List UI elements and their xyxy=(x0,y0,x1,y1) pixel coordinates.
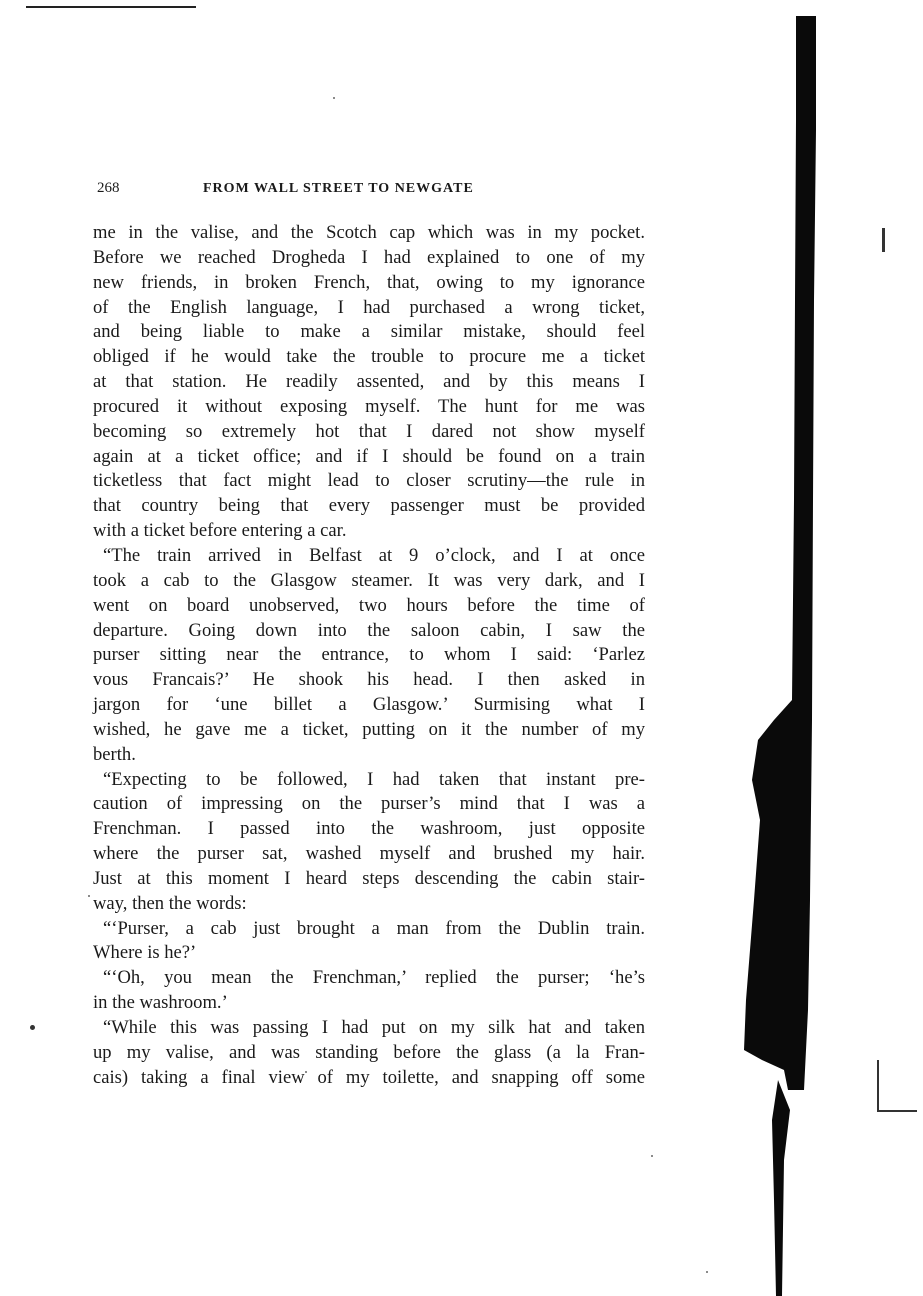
text-line: Before we reached Drogheda I had explained to one of my xyxy=(93,246,645,268)
text-line: new friends, in broken French, that, owing to my ignorance xyxy=(93,271,645,293)
speck xyxy=(651,1155,653,1157)
running-title: FROM WALL STREET TO NEWGATE xyxy=(203,181,474,196)
book-spine-shadow xyxy=(744,0,923,1296)
text-line: again at a ticket office; and if I should be found on a train xyxy=(93,445,645,467)
text-line: me in the valise, and the Scotch cap which was in my pocket. xyxy=(93,222,645,243)
text-line: took a cab to the Glasgow steamer. It was very dark, and I xyxy=(93,569,645,591)
scan-bracket-top xyxy=(882,228,885,252)
text-line: with a ticket before entering a car. xyxy=(93,520,347,542)
text-line: that country being that every passenger must be provided xyxy=(93,495,645,517)
text-line: way, then the words: xyxy=(93,892,247,914)
scan-bracket-bottom xyxy=(877,1110,917,1112)
text-line: ticketless that fact might lead to closer scrutiny—the rule in xyxy=(93,470,645,492)
text-line: caution of impressing on the purser’s mind that I was a xyxy=(93,793,645,815)
text-line: “While this was passing I had put on my silk hat and taken xyxy=(103,1017,645,1038)
scan-edge-rule xyxy=(26,6,196,8)
text-line: Where is he?’ xyxy=(93,942,197,964)
text-line: purser sitting near the entrance, to whom I said: ‘Parlez xyxy=(93,644,645,666)
text-line: “‘Oh, you mean the Frenchman,’ replied the purser; ‘he’s xyxy=(103,967,645,989)
text-line: jargon for ‘une billet a Glasgow.’ Surmising what I xyxy=(93,694,645,716)
text-line: Just at this moment I heard steps descending the cabin stair- xyxy=(93,867,645,889)
text-line: “Expecting to be followed, I had taken that instant pre- xyxy=(103,768,645,790)
text-line: and being liable to make a similar mistake, should feel xyxy=(93,321,645,343)
text-line: departure. Going down into the saloon cabin, I saw the xyxy=(93,619,645,641)
running-header xyxy=(97,180,547,200)
text-line: Frenchman. I passed into the washroom, just opposite xyxy=(93,818,645,840)
text-line: up my valise, and was standing before the glass (a la Fran- xyxy=(93,1041,645,1063)
speck xyxy=(706,1271,708,1273)
text-line: procured it without exposing myself. The hunt for me was xyxy=(93,395,645,417)
text-line: where the purser sat, washed myself and brushed my hair. xyxy=(93,843,645,865)
speck xyxy=(88,895,90,897)
page-number: 268 xyxy=(97,180,120,196)
text-line: of the English language, I had purchased a wrong ticket, xyxy=(93,296,645,318)
margin-mark xyxy=(30,1025,35,1030)
body-text xyxy=(93,221,645,1091)
text-line: berth. xyxy=(93,743,136,765)
text-line: wished, he gave me a ticket, putting on it the number of my xyxy=(93,718,645,740)
text-line: cais) taking a final view of my toilette, and snapping off some xyxy=(93,1066,645,1088)
scan-bracket-side xyxy=(877,1060,879,1112)
text-line: becoming so extremely hot that I dared not show myself xyxy=(93,420,645,442)
text-line: at that station. He readily assented, and by this means I xyxy=(93,371,645,393)
speck xyxy=(333,97,335,99)
text-line: in the washroom.’ xyxy=(93,992,228,1014)
text-line: obliged if he would take the trouble to procure me a ticket xyxy=(93,346,645,368)
text-line: “The train arrived in Belfast at 9 o’clock, and I at once xyxy=(103,544,645,566)
text-line: “‘Purser, a cab just brought a man from the Dublin train. xyxy=(103,917,645,939)
text-line: vous Francais?’ He shook his head. I then asked in xyxy=(93,669,645,691)
text-line: went on board unobserved, two hours before the time of xyxy=(93,594,645,616)
